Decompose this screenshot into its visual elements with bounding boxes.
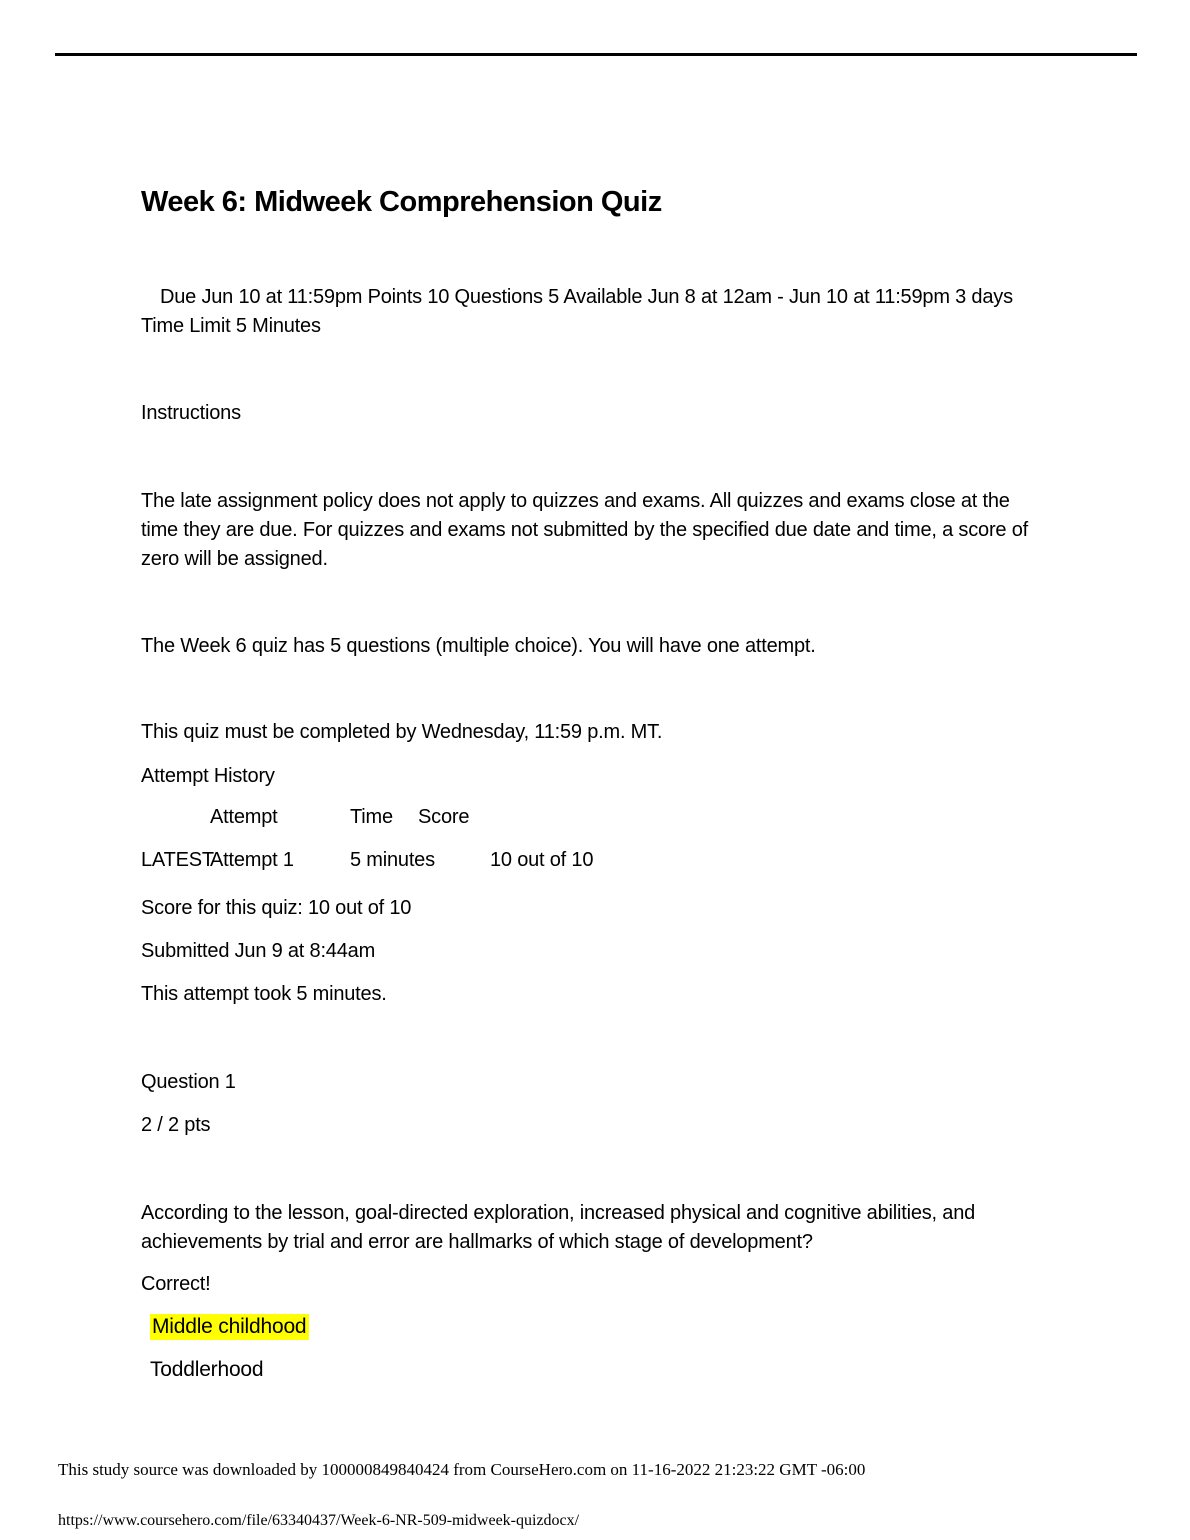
- column-header-time: Time: [350, 806, 393, 828]
- submitted-line: Submitted Jun 9 at 8:44am: [141, 940, 376, 962]
- attempt-history-heading: Attempt History: [141, 765, 275, 787]
- attempt-row-score: 10 out of 10: [490, 849, 594, 871]
- attempt-took-line: This attempt took 5 minutes.: [141, 983, 387, 1005]
- footer-download-line: This study source was downloaded by 100000849840424 from CourseHero.com on 11-16-2022 21:23:22 GMT -06:00: [58, 1460, 866, 1479]
- deadline-paragraph: This quiz must be completed by Wednesday, 11:59 p.m. MT.: [141, 721, 663, 743]
- page-title: Week 6: Midweek Comprehension Quiz: [141, 186, 662, 218]
- quiz-meta-line: Due Jun 10 at 11:59pm Points 10 Questions 5 Available Jun 8 at 12am - Jun 10 at 11:59pm 3 days Time Limit 5 Minutes: [141, 286, 1013, 337]
- answer-option: Toddlerhood: [150, 1358, 264, 1381]
- attempt-row-time: 5 minutes: [350, 849, 435, 871]
- quiz-score-line: Score for this quiz: 10 out of 10: [141, 897, 412, 919]
- late-policy-paragraph: The late assignment policy does not apply to quizzes and exams. All quizzes and exams close at the time they are due. For quizzes and exams not submitted by the specified due date and time, a score of zero will be assigned.: [141, 490, 1028, 570]
- header-rule: [55, 53, 1137, 56]
- footer-source-url[interactable]: https://www.coursehero.com/file/63340437/Week-6-NR-509-midweek-quizdocx/: [58, 1512, 580, 1529]
- instructions-heading: Instructions: [141, 402, 241, 424]
- attempt-row-label: LATEST: [141, 849, 214, 871]
- attempt-row-name: Attempt 1: [210, 849, 294, 871]
- column-header-score: Score: [418, 806, 470, 828]
- quiz-info-paragraph: The Week 6 quiz has 5 questions (multiple choice). You will have one attempt.: [141, 635, 816, 657]
- question-points: 2 / 2 pts: [141, 1114, 211, 1136]
- question-heading: Question 1: [141, 1071, 236, 1093]
- question-text: According to the lesson, goal-directed exploration, increased physical and cognitive abilities, and achievements by trial and error are hallmarks of which stage of development?: [141, 1202, 976, 1253]
- correct-label: Correct!: [141, 1273, 211, 1295]
- answer-option-correct: [150, 1315, 309, 1339]
- column-header-attempt: Attempt: [210, 806, 278, 828]
- highlighted-answer-text: Middle childhood: [150, 1314, 309, 1340]
